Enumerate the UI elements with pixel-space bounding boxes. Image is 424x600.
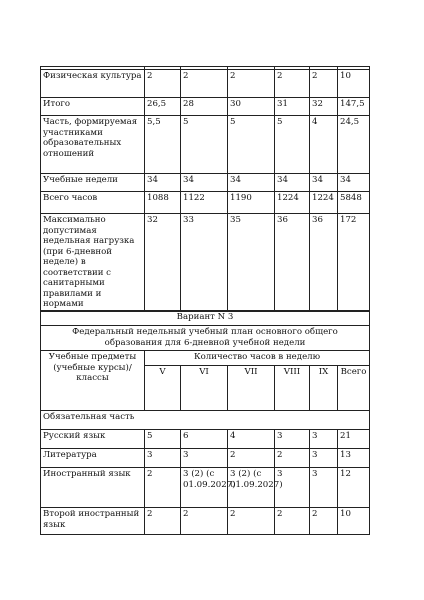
class-header: Всего — [338, 366, 370, 411]
table-row — [41, 70, 370, 98]
row-value: 3 — [275, 468, 310, 508]
table-row — [41, 116, 370, 174]
row-value: 32 — [310, 98, 338, 116]
row-label: Итого — [41, 98, 145, 116]
row-value: 36 — [310, 214, 338, 312]
variant-3-table — [40, 310, 370, 535]
mandatory-section-label: Обязательная часть — [41, 411, 370, 430]
hours-table-continuation — [40, 66, 370, 312]
row-value: 2 — [310, 508, 338, 535]
table-row — [41, 449, 370, 468]
row-value: 12 — [338, 468, 370, 508]
row-value: 10 — [338, 70, 370, 98]
row-value: 36 — [275, 214, 310, 312]
row-value: 5 — [228, 116, 275, 174]
row-value: 2 — [275, 508, 310, 535]
subjects-header: Учебные предметы (учебные курсы)/классы — [41, 351, 145, 411]
table-row — [41, 326, 370, 351]
row-value: 2 — [310, 70, 338, 98]
row-value: 3 (2) (с 01.09.2027) — [181, 468, 228, 508]
row-value: 10 — [338, 508, 370, 535]
row-value: 5848 — [338, 192, 370, 214]
plan-title: Федеральный недельный учебный план основного общего образования для 6-дневной учебной недели — [41, 326, 370, 351]
row-value: 5 — [275, 116, 310, 174]
section-row — [41, 411, 370, 430]
row-value: 2 — [275, 70, 310, 98]
row-value: 172 — [338, 214, 370, 312]
row-label: Иностранный язык — [41, 468, 145, 508]
row-value: 28 — [181, 98, 228, 116]
row-value: 3 — [181, 449, 228, 468]
table-row — [41, 430, 370, 449]
row-label: Часть, формируемая участниками образовательных отношений — [41, 116, 145, 174]
row-value: 13 — [338, 449, 370, 468]
table-row — [41, 508, 370, 535]
row-label: Физическая культура — [41, 70, 145, 98]
row-value: 34 — [310, 174, 338, 192]
row-value: 24,5 — [338, 116, 370, 174]
table-row — [41, 468, 370, 508]
variant-title: Вариант N 3 — [41, 311, 370, 326]
row-value: 1088 — [145, 192, 181, 214]
row-value: 5 — [181, 116, 228, 174]
table-row — [41, 174, 370, 192]
row-value: 2 — [145, 508, 181, 535]
row-value: 30 — [228, 98, 275, 116]
row-value: 2 — [228, 70, 275, 98]
table-row — [41, 311, 370, 326]
row-value: 2 — [228, 449, 275, 468]
class-header: VI — [181, 366, 228, 411]
row-value: 1224 — [275, 192, 310, 214]
class-header: VIII — [275, 366, 310, 411]
row-value: 147,5 — [338, 98, 370, 116]
row-label: Русский язык — [41, 430, 145, 449]
row-value: 3 — [310, 449, 338, 468]
table-row — [41, 192, 370, 214]
row-value: 2 — [145, 70, 181, 98]
row-value: 21 — [338, 430, 370, 449]
table-row — [41, 98, 370, 116]
row-value: 3 — [275, 430, 310, 449]
row-value: 2 — [181, 70, 228, 98]
table-row — [41, 214, 370, 312]
row-value: 32 — [145, 214, 181, 312]
row-value: 3 — [145, 449, 181, 468]
row-value: 5,5 — [145, 116, 181, 174]
class-header: V — [145, 366, 181, 411]
row-value: 34 — [338, 174, 370, 192]
row-label: Второй иностранный язык — [41, 508, 145, 535]
row-value: 2 — [181, 508, 228, 535]
row-label: Максимально допустимая недельная нагрузка (при 6-дневной неделе) в соответствии с санитарными правилами и нормами — [41, 214, 145, 312]
hours-header: Количество часов в неделю — [145, 351, 370, 366]
row-value: 2 — [145, 468, 181, 508]
row-label: Литература — [41, 449, 145, 468]
row-value: 3 — [310, 468, 338, 508]
row-value: 3 — [310, 430, 338, 449]
row-value: 4 — [310, 116, 338, 174]
row-value: 31 — [275, 98, 310, 116]
table-header-row — [41, 351, 370, 366]
row-value: 6 — [181, 430, 228, 449]
class-header: IX — [310, 366, 338, 411]
row-value: 1190 — [228, 192, 275, 214]
row-label: Всего часов — [41, 192, 145, 214]
row-value: 33 — [181, 214, 228, 312]
row-value: 1224 — [310, 192, 338, 214]
row-value: 4 — [228, 430, 275, 449]
row-value: 2 — [275, 449, 310, 468]
row-label: Учебные недели — [41, 174, 145, 192]
row-value: 35 — [228, 214, 275, 312]
row-value: 5 — [145, 430, 181, 449]
row-value: 2 — [228, 508, 275, 535]
row-value: 26,5 — [145, 98, 181, 116]
row-value: 34 — [228, 174, 275, 192]
row-value: 1122 — [181, 192, 228, 214]
row-value: 34 — [145, 174, 181, 192]
class-header: VII — [228, 366, 275, 411]
row-value: 34 — [181, 174, 228, 192]
row-value: 34 — [275, 174, 310, 192]
row-value: 3 (2) (с 01.09.2027) — [228, 468, 275, 508]
